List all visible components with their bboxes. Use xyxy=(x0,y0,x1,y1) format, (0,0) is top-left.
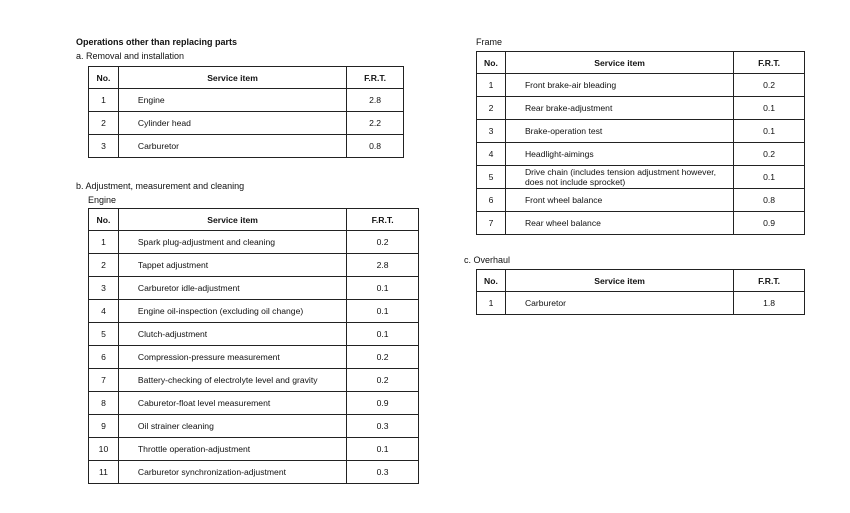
removal-installation-table xyxy=(88,66,404,158)
row-number: 4 xyxy=(477,143,506,166)
table-row xyxy=(477,189,805,212)
row-number: 5 xyxy=(477,166,506,189)
service-item-cell: Engine xyxy=(118,89,346,112)
row-number: 2 xyxy=(89,254,119,277)
row-number: 6 xyxy=(89,346,119,369)
service-item-cell: Carburetor synchronization-adjustment xyxy=(118,461,346,484)
table-row xyxy=(477,166,805,189)
row-number: 7 xyxy=(477,212,506,235)
service-item-cell: Compression-pressure measurement xyxy=(118,346,346,369)
frt-value: 0.9 xyxy=(734,212,805,235)
row-number: 9 xyxy=(89,415,119,438)
frt-value: 0.3 xyxy=(347,461,419,484)
frt-value: 0.1 xyxy=(347,300,419,323)
service-item-cell: Battery-checking of electrolyte level and gravity xyxy=(118,369,346,392)
frt-value: 2.8 xyxy=(347,89,404,112)
adjustment-engine-table xyxy=(88,208,419,484)
row-number: 3 xyxy=(89,277,119,300)
frt-value: 0.1 xyxy=(734,120,805,143)
frt-value: 0.1 xyxy=(734,97,805,120)
row-number: 3 xyxy=(89,135,119,158)
service-item-cell: Carburetor idle-adjustment xyxy=(118,277,346,300)
engine-subheading: Engine xyxy=(88,195,117,205)
row-number: 5 xyxy=(89,323,119,346)
table-row xyxy=(89,254,419,277)
row-number: 1 xyxy=(89,89,119,112)
table-row xyxy=(89,277,419,300)
table-row xyxy=(89,346,419,369)
frt-value: 0.8 xyxy=(347,135,404,158)
service-item-cell: Tappet adjustment xyxy=(118,254,346,277)
section-b-heading: b. Adjustment, measurement and cleaning xyxy=(76,181,245,191)
frt-value: 0.1 xyxy=(347,277,419,300)
row-number: 8 xyxy=(89,392,119,415)
frt-value: 2.8 xyxy=(347,254,419,277)
service-item-cell: Caburetor-float level measurement xyxy=(118,392,346,415)
table-row xyxy=(477,97,805,120)
frt-value: 0.2 xyxy=(734,74,805,97)
page-title: Operations other than replacing parts xyxy=(76,37,238,47)
table-row xyxy=(89,323,419,346)
service-item-cell: Clutch-adjustment xyxy=(118,323,346,346)
table-row xyxy=(89,135,404,158)
frt-value: 1.8 xyxy=(734,292,805,315)
table-row xyxy=(477,212,805,235)
service-item-cell: Throttle operation-adjustment xyxy=(118,438,346,461)
row-number: 7 xyxy=(89,369,119,392)
service-item-cell: Rear wheel balance xyxy=(505,212,733,235)
table-row xyxy=(477,74,805,97)
row-number: 3 xyxy=(477,120,506,143)
row-number: 1 xyxy=(477,292,506,315)
column-header-service-item: Service item xyxy=(118,209,346,231)
frt-value: 0.2 xyxy=(347,231,419,254)
frame-table xyxy=(476,51,805,235)
table-row xyxy=(89,438,419,461)
table-row xyxy=(89,392,419,415)
table-row xyxy=(89,369,419,392)
column-header-no: No. xyxy=(89,67,119,89)
table-row xyxy=(89,300,419,323)
row-number: 1 xyxy=(477,74,506,97)
service-item-cell: Cylinder head xyxy=(118,112,346,135)
table-row xyxy=(89,112,404,135)
column-header-service-item: Service item xyxy=(118,67,346,89)
column-header-frt: F.R.T. xyxy=(347,67,404,89)
frt-value: 2.2 xyxy=(347,112,404,135)
service-item-cell: Oil strainer cleaning xyxy=(118,415,346,438)
frt-value: 0.1 xyxy=(734,166,805,189)
column-header-service-item: Service item xyxy=(505,52,733,74)
frt-value: 0.1 xyxy=(347,438,419,461)
table-row xyxy=(477,292,805,315)
column-header-no: No. xyxy=(477,270,506,292)
service-item-cell: Carburetor xyxy=(505,292,733,315)
service-item-cell: Engine oil-inspection (excluding oil change) xyxy=(118,300,346,323)
row-number: 1 xyxy=(89,231,119,254)
frt-value: 0.8 xyxy=(734,189,805,212)
frt-value: 0.2 xyxy=(347,369,419,392)
overhaul-table xyxy=(476,269,805,315)
table-row xyxy=(89,89,404,112)
table-row xyxy=(477,120,805,143)
row-number: 11 xyxy=(89,461,119,484)
service-item-cell: Spark plug-adjustment and cleaning xyxy=(118,231,346,254)
column-header-no: No. xyxy=(477,52,506,74)
table-row xyxy=(89,231,419,254)
service-item-cell: Front wheel balance xyxy=(505,189,733,212)
frame-heading: Frame xyxy=(476,37,503,47)
row-number: 6 xyxy=(477,189,506,212)
row-number: 4 xyxy=(89,300,119,323)
section-a-heading: a. Removal and installation xyxy=(76,51,185,61)
service-item-cell: Rear brake-adjustment xyxy=(505,97,733,120)
column-header-service-item: Service item xyxy=(505,270,733,292)
table-row xyxy=(477,143,805,166)
column-header-frt: F.R.T. xyxy=(734,52,805,74)
service-item-cell: Drive chain (includes tension adjustment however, does not include sprocket) xyxy=(505,166,733,189)
service-item-cell: Brake-operation test xyxy=(505,120,733,143)
frt-value: 0.3 xyxy=(347,415,419,438)
column-header-frt: F.R.T. xyxy=(734,270,805,292)
service-item-cell: Headlight-aimings xyxy=(505,143,733,166)
service-item-cell: Front brake-air bleading xyxy=(505,74,733,97)
frt-value: 0.2 xyxy=(347,346,419,369)
column-header-frt: F.R.T. xyxy=(347,209,419,231)
service-item-cell: Carburetor xyxy=(118,135,346,158)
row-number: 2 xyxy=(89,112,119,135)
frt-value: 0.1 xyxy=(347,323,419,346)
row-number: 10 xyxy=(89,438,119,461)
table-row xyxy=(89,415,419,438)
row-number: 2 xyxy=(477,97,506,120)
column-header-no: No. xyxy=(89,209,119,231)
section-c-heading: c. Overhaul xyxy=(464,255,511,265)
frt-value: 0.9 xyxy=(347,392,419,415)
frt-value: 0.2 xyxy=(734,143,805,166)
table-row xyxy=(89,461,419,484)
